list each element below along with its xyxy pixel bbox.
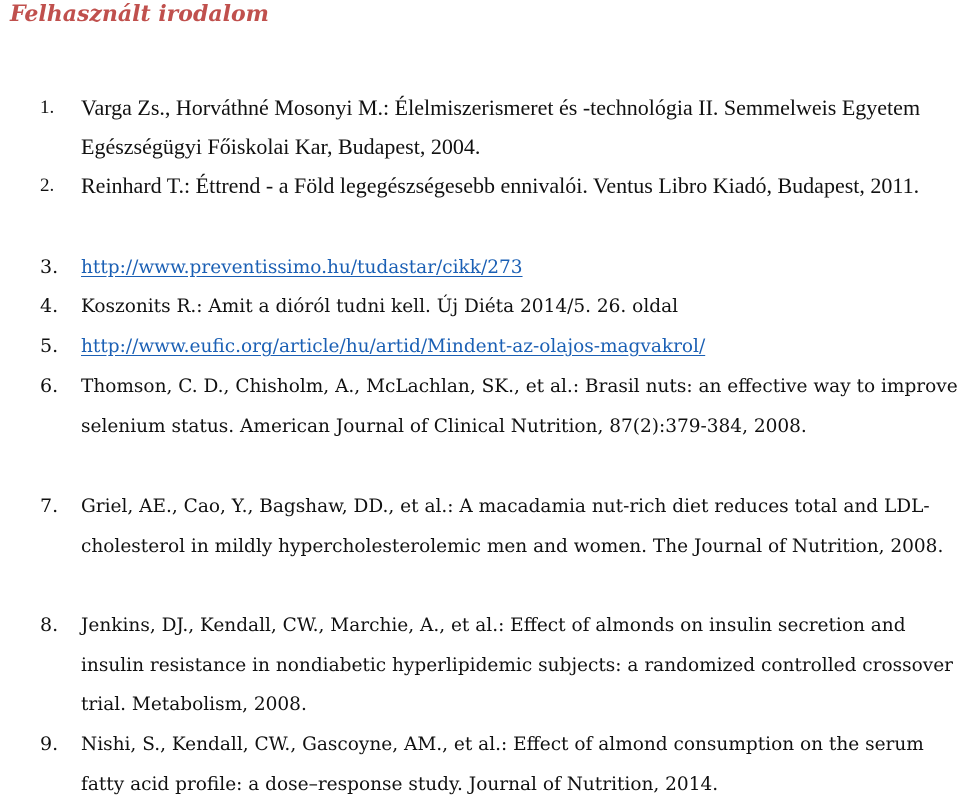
reference-text: Thomson, C. D., Chisholm, A., McLachlan, SK., et al.: Brasil nuts: an effective way to improve selenium status. American Journal of Clinical Nutrition, 87(2):379-384, 2008. xyxy=(81,376,958,437)
reference-number: 9. xyxy=(40,733,59,755)
reference-text: Reinhard T.: Éttrend - a Föld legegészségesebb ennivalói. Ventus Libro Kiadó, Budapest, 2011. xyxy=(81,173,920,198)
page-heading: Felhasznált irodalom xyxy=(10,1,269,27)
reference-text: Griel, AE., Cao, Y., Bagshaw, DD., et al.: A macadamia nut-rich diet reduces total and LDL-cholesterol in mildly hypercholesterolemic men and women. The Journal of Nutrition, 2008. xyxy=(81,496,944,557)
reference-text: Nishi, S., Kendall, CW., Gascoyne, AM., et al.: Effect of almond consumption on the serum fatty acid profile: a dose–response study. Journal of Nutrition, 2014. xyxy=(81,734,924,795)
reference-number: 8. xyxy=(40,614,59,636)
reference-number: 2. xyxy=(40,175,55,196)
reference-number: 4. xyxy=(40,295,59,317)
reference-text: Varga Zs., Horváthné Mosonyi M.: Élelmiszerismeret és -technológia II. Semmelweis Egyetem Egészségügyi Főiskolai Kar, Budapest, 2004. xyxy=(81,95,921,159)
reference-text: Jenkins, DJ., Kendall, CW., Marchie, A., et al.: Effect of almonds on insulin secretion and insulin resistance in nondiabetic hyperlipidemic subjects: a randomized controlled crossover trial. Metabolism, 2008. xyxy=(81,615,954,715)
reference-number: 1. xyxy=(40,97,55,118)
reference-number: 6. xyxy=(40,375,59,397)
reference-link[interactable]: http://www.eufic.org/article/hu/artid/Mindent-az-olajos-magvakrol/ xyxy=(81,336,706,357)
reference-text: Koszonits R.: Amit a dióról tudni kell. Új Diéta 2014/5. 26. oldal xyxy=(81,296,679,317)
reference-link[interactable]: http://www.preventissimo.hu/tudastar/cikk/273 xyxy=(81,257,523,278)
reference-number: 5. xyxy=(40,335,59,357)
reference-number: 3. xyxy=(40,256,59,278)
reference-number: 7. xyxy=(40,495,59,517)
